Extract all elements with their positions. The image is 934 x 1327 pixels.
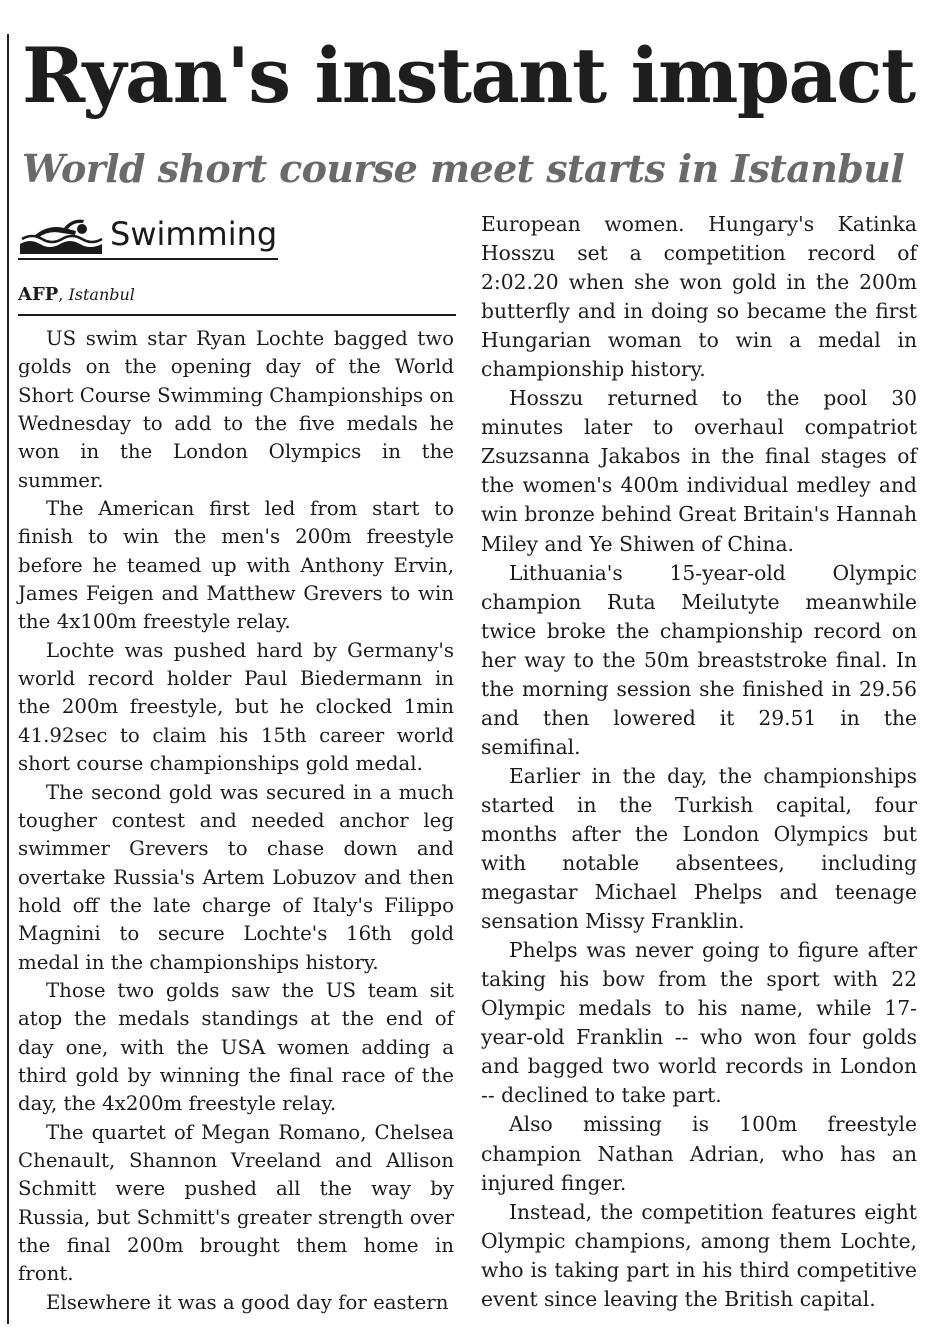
section-tag <box>18 210 278 260</box>
headline: Ryan's instant impact <box>22 31 915 120</box>
paragraph: Lithuania's 15-year-old Olympic champion Ruta Meilutyte meanwhile twice broke the championship record on her way to the 50m breaststroke final. In the morning session she finished in 29.56 and then lowered it 29.51 in the semifinal. <box>481 560 917 759</box>
paragraph: The American first led from start to finish to win the men's 200m freestyle before he teamed up with Anthony Ervin, James Feigen and Matthew Grevers to win the 4x100m freestyle relay. <box>18 497 454 634</box>
paragraph: Hosszu returned to the pool 30 minutes later to overhaul compatriot Zsuzsanna Jakabos in the final stages of the women's 400m individual medley and win bronze behind Great Britain's Hannah Miley and Ye Shiwen of China. <box>481 386 917 556</box>
byline <box>18 284 135 306</box>
byline-location: Istanbul <box>68 285 135 304</box>
paragraph: Lochte was pushed hard by Germany's world record holder Paul Biedermann in the 200m freestyle, but he clocked 1min 41.92sec to claim his 15th career world short course championships gold medal. <box>18 638 454 776</box>
paragraph-continued: European women. Hungary's Katinka Hosszu set a competition record of 2:02.20 when she won gold in the 200m butterfly and in doing so became the first Hungarian woman to win a medal in championship history. <box>481 212 917 382</box>
paragraph: US swim star Ryan Lochte bagged two golds on the opening day of the World Short Course Swimming Championships on Wednesday to add to the five medals he won in the London Olympics in the summer. <box>18 327 454 492</box>
byline-rule <box>18 314 456 316</box>
swimmer-icon <box>18 214 104 254</box>
byline-agency: AFP <box>18 284 59 305</box>
paragraph: The second gold was secured in a much tougher contest and needed anchor leg swimmer Grevers to chase down and overtake Russia's Artem Lobuzov and then hold off the late charge of Italy's Filippo Magnini to secure Lochte's 16th gold medal in the championships history. <box>18 780 454 974</box>
article-column-right <box>481 210 917 1314</box>
paragraph: Also missing is 100m freestyle champion Nathan Adrian, who has an injured finger. <box>481 1112 917 1195</box>
subheadline: World short course meet starts in Istanbul <box>22 146 905 191</box>
section-label: Swimming <box>110 215 278 253</box>
paragraph: Elsewhere it was a good day for eastern <box>46 1290 449 1314</box>
page-left-rule <box>7 34 9 1324</box>
paragraph: Phelps was never going to figure after taking his bow from the sport with 22 Olympic medals to his name, while 17-year-old Franklin -- who won four golds and bagged two world records in London -- declined to take part. <box>481 938 917 1108</box>
paragraph: Those two golds saw the US team sit atop the medals standings at the end of day one, with the USA women adding a third gold by winning the final race of the day, the 4x200m freestyle relay. <box>18 978 454 1116</box>
paragraph: Instead, the competition features eight Olympic champions, among them Lochte, who is taking part in his third competitive event since leaving the British capital. <box>481 1199 917 1311</box>
paragraph: Earlier in the day, the championships started in the Turkish capital, four months after the London Olympics but with notable absentees, including megastar Michael Phelps and teenage sensation Missy Franklin. <box>481 763 917 934</box>
article-column-left <box>18 325 454 1317</box>
paragraph: The quartet of Megan Romano, Chelsea Chenault, Shannon Vreeland and Allison Schmitt were pushed all the way by Russia, but Schmitt's greater strength over the final 200m brought them home in front. <box>18 1120 454 1286</box>
byline-separator: , <box>58 285 69 304</box>
